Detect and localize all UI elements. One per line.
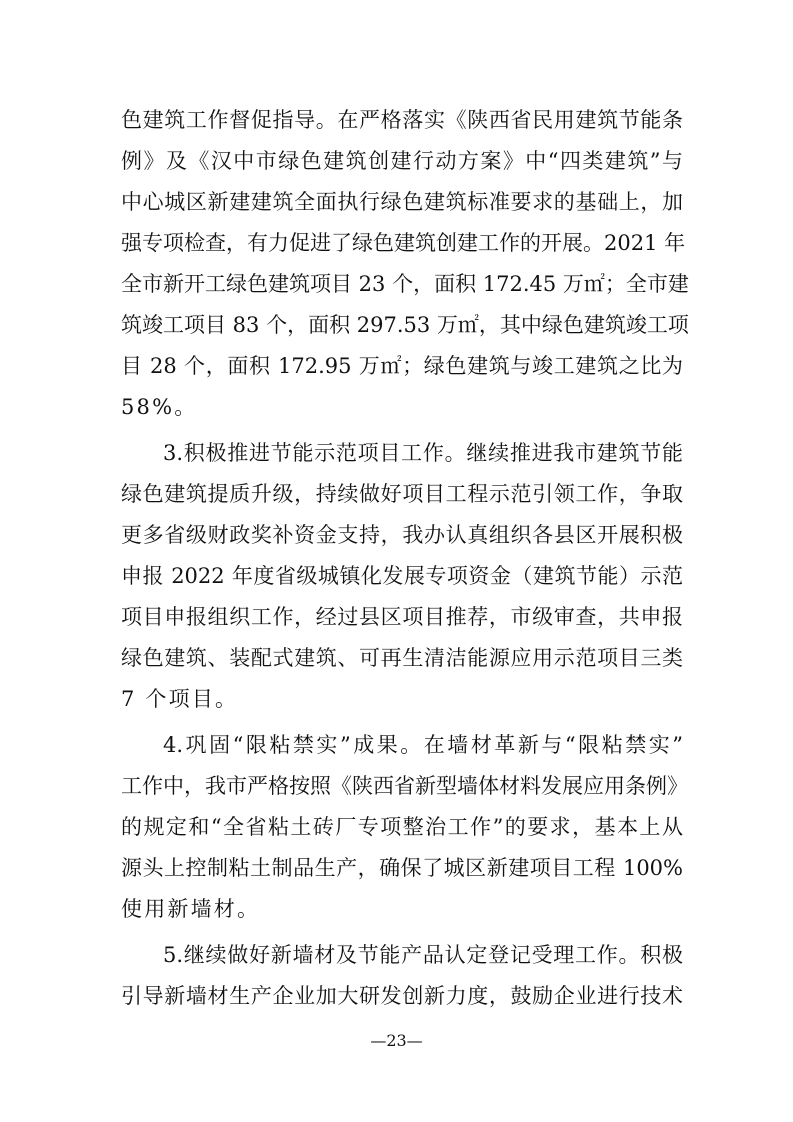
text-line: 申报 2022 年度省级城镇化发展专项资金（建筑节能）示范	[121, 564, 683, 588]
page-number: —23—	[370, 1031, 423, 1050]
text-line: 引导新墙材生产企业加大研发创新力度，鼓励企业进行技术	[121, 984, 683, 1008]
text-line: 更多省级财政奖补资金支持，我办认真组织各县区开展积极	[121, 523, 683, 547]
text-line: 源头上控制粘土制品生产，确保了城区新建项目工程 100%	[121, 856, 683, 880]
text-line: 工作中，我市严格按照《陕西省新型墙体材料发展应用条例》	[121, 774, 688, 798]
paragraph-heading-4: 4.巩固“限粘禁实”成果。在墙材革新与“限粘禁实”	[163, 733, 683, 757]
text-line: 目 28 个，面积 172.95 万㎡；绿色建筑与竣工建筑之比为	[121, 354, 683, 378]
text-line: 使用新墙材。	[121, 897, 261, 921]
text-line: 筑竣工项目 83 个，面积 297.53 万㎡，其中绿色建筑竣工项	[121, 313, 689, 337]
text-line: 绿色建筑、装配式建筑、可再生清洁能源应用示范项目三类	[121, 646, 683, 670]
text-line: 全市新开工绿色建筑项目 23 个，面积 172.45 万㎡；全市建	[121, 272, 689, 296]
text-line: 中心城区新建建筑全面执行绿色建筑标准要求的基础上，加	[121, 190, 683, 214]
text-line: 的规定和“全省粘土砖厂专项整治工作”的要求，基本上从	[121, 815, 683, 839]
text-line: 色建筑工作督促指导。在严格落实《陕西省民用建筑节能条	[121, 108, 683, 132]
text-line: 例》及《汉中市绿色建筑创建行动方案》中“四类建筑”与	[121, 149, 683, 173]
text-line: 强专项检查，有力促进了绿色建筑创建工作的开展。2021 年	[121, 231, 686, 255]
text-line: 7 个项目。	[121, 687, 239, 711]
text-line: 绿色建筑提质升级，持续做好项目工程示范引领工作，争取	[121, 482, 683, 506]
text-line: 项目申报组织工作，经过县区项目推荐，市级审查，共申报	[121, 605, 683, 629]
paragraph-heading-5: 5.继续做好新墙材及节能产品认定登记受理工作。积极	[163, 943, 683, 967]
text-line: 58%。	[121, 395, 198, 419]
paragraph-heading-3: 3.积极推进节能示范项目工作。继续推进我市建筑节能	[163, 441, 683, 465]
